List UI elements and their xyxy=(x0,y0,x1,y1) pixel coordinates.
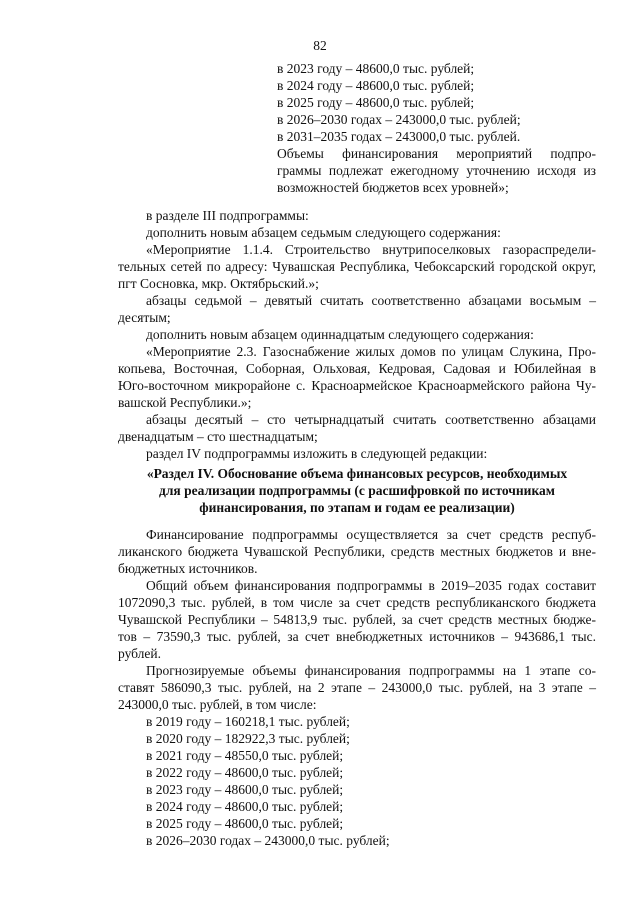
text-line: 243000,0 тыс. рублей, в том числе: xyxy=(118,697,317,712)
year-line: в 2024 году – 48600,0 тыс. рублей; xyxy=(277,78,475,93)
year-line: в 2023 году – 48600,0 тыс. рублей; xyxy=(146,782,344,797)
text-line: Чувашской Республики – 54813,9 тыс. рублей, за счет средств местных бюдже- xyxy=(118,612,596,627)
text-line: абзацы седьмой – девятый считать соответственно абзацами восьмым – xyxy=(146,293,596,308)
text-line: «Мероприятие 2.3. Газоснабжение жилых домов по улицам Слукина, Про- xyxy=(146,344,596,359)
text-line: ставят 586090,3 тыс. рублей, на 2 этапе – 243000,0 тыс. рублей, на 3 этапе – xyxy=(118,680,596,695)
paragraph-line: возможностей бюджетов всех уровней»; xyxy=(277,180,509,195)
text-line: пгт Сосновка, мкр. Октябрьский.»; xyxy=(118,276,319,291)
heading-line: финансирования, по этапам и годам ее реализации) xyxy=(199,500,515,515)
text-line: десятым; xyxy=(118,310,171,325)
year-line: в 2025 году – 48600,0 тыс. рублей; xyxy=(277,95,475,110)
year-line: в 2019 году – 160218,1 тыс. рублей; xyxy=(146,714,350,729)
year-line: в 2020 году – 182922,3 тыс. рублей; xyxy=(146,731,350,746)
year-line: в 2031–2035 годах – 243000,0 тыс. рублей. xyxy=(277,129,521,144)
text-line: вашской Республики.»; xyxy=(118,395,252,410)
paragraph-line: граммы подлежат ежегодному уточнению исходя из xyxy=(277,163,596,178)
text-line: Общий объем финансирования подпрограммы в 2019–2035 годах составит xyxy=(146,578,596,593)
text-line: Юго-восточном микрорайоне с. Красноармейское Красноармейского района Чу- xyxy=(118,378,596,393)
text-line: бюджетных источников. xyxy=(118,561,258,576)
text-line: раздел IV подпрограммы изложить в следующей редакции: xyxy=(146,446,488,461)
text-line: абзацы десятый – сто четырнадцатый считать соответственно абзацами xyxy=(146,412,596,427)
year-line: в 2026–2030 годах – 243000,0 тыс. рублей; xyxy=(146,833,390,848)
text-line: тов – 73590,3 тыс. рублей, за счет внебюджетных источников – 943686,1 тыс. xyxy=(118,629,596,644)
text-line: копьева, Восточная, Соборная, Ольховая, Кедровая, Садовая и Юбилейная в xyxy=(118,361,596,376)
text-line: 1072090,3 тыс. рублей, в том числе за счет средств республиканского бюджета xyxy=(118,595,596,610)
text-line: тельных сетей по адресу: Чувашская Республика, Чебоксарский городской округ, xyxy=(118,259,596,274)
text-line: ликанского бюджета Чувашской Республики, средств местных бюджетов и вне- xyxy=(118,544,596,559)
year-line: в 2025 году – 48600,0 тыс. рублей; xyxy=(146,816,344,831)
year-line: в 2024 году – 48600,0 тыс. рублей; xyxy=(146,799,344,814)
text-line: дополнить новым абзацем одиннадцатым следующего содержания: xyxy=(146,327,534,342)
text-line: рублей. xyxy=(118,646,162,661)
text-line: в разделе III подпрограммы: xyxy=(146,208,309,223)
year-line: в 2023 году – 48600,0 тыс. рублей; xyxy=(277,61,475,76)
amendments-section xyxy=(118,207,596,462)
text-line: Финансирование подпрограммы осуществляется за счет средств респуб- xyxy=(146,527,596,542)
text-line: «Мероприятие 1.1.4. Строительство внутрипоселковых газораспредели- xyxy=(146,242,596,257)
text-line: дополнить новым абзацем седьмым следующего содержания: xyxy=(146,225,501,240)
text-line: двенадцатым – сто шестнадцатым; xyxy=(118,429,318,444)
section-heading xyxy=(118,465,596,516)
top-continuation-block xyxy=(277,60,596,196)
year-line: в 2026–2030 годах – 243000,0 тыс. рублей; xyxy=(277,112,521,127)
heading-line: для реализации подпрограммы (с расшифровкой по источникам xyxy=(159,483,555,498)
year-line: в 2021 году – 48550,0 тыс. рублей; xyxy=(146,748,344,763)
year-line: в 2022 году – 48600,0 тыс. рублей; xyxy=(146,765,344,780)
paragraph-line: Объемы финансирования мероприятий подпро- xyxy=(277,146,596,161)
heading-line: «Раздел IV. Обоснование объема финансовых ресурсов, необходимых xyxy=(146,466,568,481)
page-number: 82 xyxy=(313,38,327,53)
text-line: Прогнозируемые объемы финансирования подпрограммы на 1 этапе со- xyxy=(146,663,596,678)
financing-section xyxy=(118,526,596,849)
